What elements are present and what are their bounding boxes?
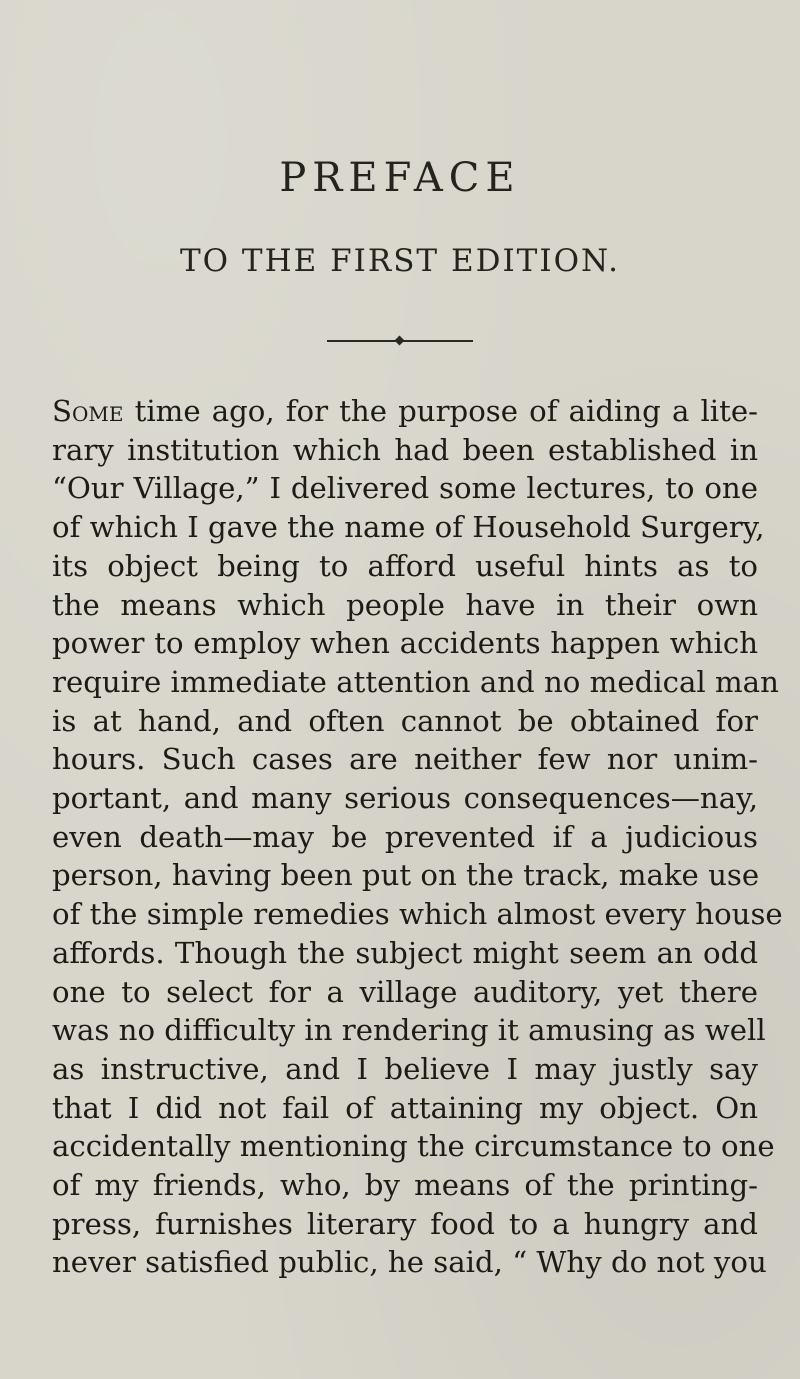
opening-word: Some bbox=[52, 394, 124, 428]
text-line: one to select for a village auditory, yet there bbox=[52, 974, 758, 1009]
ornamental-rule bbox=[327, 335, 473, 347]
page-subtitle: TO THE FIRST EDITION. bbox=[179, 243, 621, 279]
text-line: the means which people have in their own bbox=[52, 587, 758, 622]
text-line: accidentally mentioning the circumstance to one bbox=[52, 1129, 775, 1164]
text-line: never satisfied public, he said, “ Why do not you bbox=[52, 1245, 767, 1280]
line-text: time ago, for the purpose of aiding a lite- bbox=[123, 394, 758, 428]
text-line bbox=[52, 392, 758, 431]
preface-body bbox=[52, 392, 783, 1282]
text-line: hours. Such cases are neither few nor unim- bbox=[52, 742, 758, 777]
text-line: of my friends, who, by means of the printing- bbox=[52, 1168, 758, 1203]
text-line: its object being to afford useful hints as to bbox=[52, 548, 758, 583]
text-line: affords. Though the subject might seem an odd bbox=[52, 935, 758, 970]
text-line: as instructive, and I believe I may justly say bbox=[52, 1051, 758, 1086]
text-line: of the simple remedies which almost every house bbox=[52, 897, 783, 932]
text-line: of which I gave the name of Household Surgery, bbox=[52, 510, 765, 545]
text-line: even death—may be prevented if a judicious bbox=[52, 819, 758, 854]
text-line: require immediate attention and no medical man bbox=[52, 664, 779, 699]
rule-diamond-icon bbox=[395, 336, 405, 346]
text-line: portant, and many serious consequences—nay, bbox=[52, 781, 758, 816]
text-line: press, furnishes literary food to a hungry and bbox=[52, 1206, 758, 1241]
text-line: was no difficulty in rendering it amusing as well bbox=[52, 1013, 766, 1048]
text-line: rary institution which had been established in bbox=[52, 432, 758, 467]
text-line: person, having been put on the track, make use bbox=[52, 858, 760, 893]
text-line: “Our Village,” I delivered some lectures, to one bbox=[52, 471, 758, 506]
page-title: PREFACE bbox=[279, 155, 521, 201]
text-line: power to employ when accidents happen which bbox=[52, 626, 758, 661]
text-line: that I did not fail of attaining my object. On bbox=[52, 1090, 758, 1125]
text-line: is at hand, and often cannot be obtained for bbox=[52, 703, 758, 738]
